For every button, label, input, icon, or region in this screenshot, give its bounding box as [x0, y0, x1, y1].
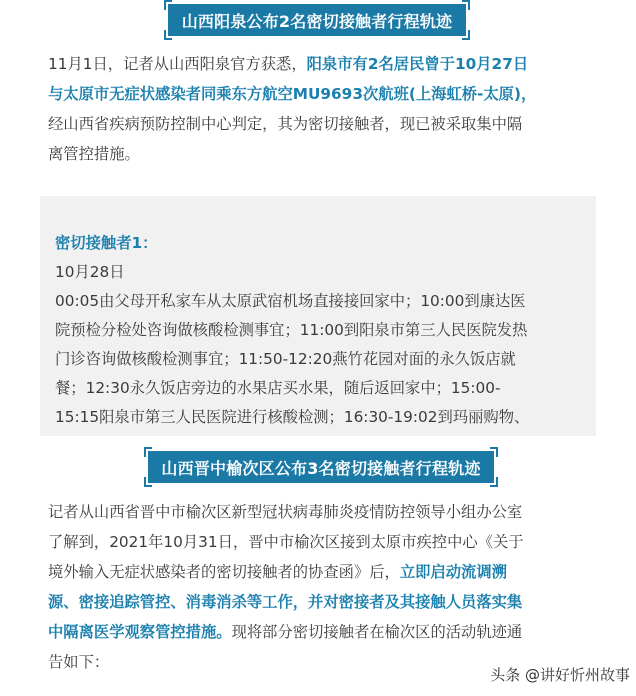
para-line	[48, 139, 593, 169]
section-title-2	[144, 447, 498, 487]
para-line	[48, 527, 593, 557]
para-line	[48, 497, 593, 527]
contact-line: 00:05由父母开私家车从太原武宿机场直接接回家中；10:00到康达医	[55, 292, 526, 310]
text-segment: 记者从山西省晋中市榆次区新型冠状病毒肺炎疫情防控领导小组办公室	[48, 503, 523, 521]
text-segment: 阳泉市有2名居民曾于10月27日	[306, 55, 529, 73]
contact-line: 门诊咨询做核酸检测事宜；11:50-12:20燕竹花园对面的永久饭店就	[55, 350, 516, 368]
para-line	[48, 79, 593, 109]
para-line	[48, 49, 593, 79]
section1-paragraph	[48, 49, 593, 169]
para-line	[48, 557, 593, 587]
text-segment: 境外输入无症状感染者的密切接触者的协查函》后，	[48, 563, 400, 581]
text-segment: 离管控措施。	[48, 145, 140, 163]
para-line	[48, 587, 593, 617]
para-line	[48, 617, 593, 647]
text-segment: 经山西省疾病预防控制中心判定，其为密切接触者，现已被采取集中隔	[48, 115, 523, 133]
text-segment: 11月1日，记者从山西阳泉官方获悉，	[48, 55, 307, 73]
text-segment: 与太原市无症状感染者同乘东方航空MU9693次航班(上海虹桥-太原)，	[48, 85, 537, 103]
contact-line: 餐；12:30永久饭店旁边的水果店买水果，随后返回家中；15:00-	[55, 379, 501, 397]
section-title-2-text: 山西晋中榆次区公布3名密切接触者行程轨迹	[148, 451, 494, 483]
contact-heading: 密切接触者1：	[55, 234, 158, 252]
text-segment: 立即启动流调溯	[399, 563, 507, 581]
contact-box	[40, 196, 596, 436]
text-segment: 现将部分密切接触者在榆次区的活动轨迹通	[231, 623, 523, 641]
contact-date: 10月28日	[55, 263, 125, 281]
contact-line: 院预检分检处咨询做核酸检测事宜；11:00到阳泉市第三人民医院发热	[55, 321, 528, 339]
text-segment: 源、密接追踪管控、消毒消杀等工作，并对密接者及其接触人员落实集	[48, 593, 523, 611]
section2-paragraph	[48, 497, 593, 677]
contact-line: 15:15阳泉市第三人民医院进行核酸检测；16:30-19:02到玛丽购物、	[55, 408, 530, 426]
text-segment: 告如下：	[48, 653, 110, 671]
section-title-1-text: 山西阳泉公布2名密切接触者行程轨迹	[168, 4, 466, 36]
text-segment: 了解到，2021年10月31日，晋中市榆次区接到太原市疾控中心《关于	[48, 533, 524, 551]
section-title-1	[164, 0, 470, 40]
para-line	[48, 109, 593, 139]
text-segment: 中隔离医学观察管控措施。	[48, 623, 232, 641]
watermark: 头条 @讲好忻州故事	[490, 666, 630, 684]
